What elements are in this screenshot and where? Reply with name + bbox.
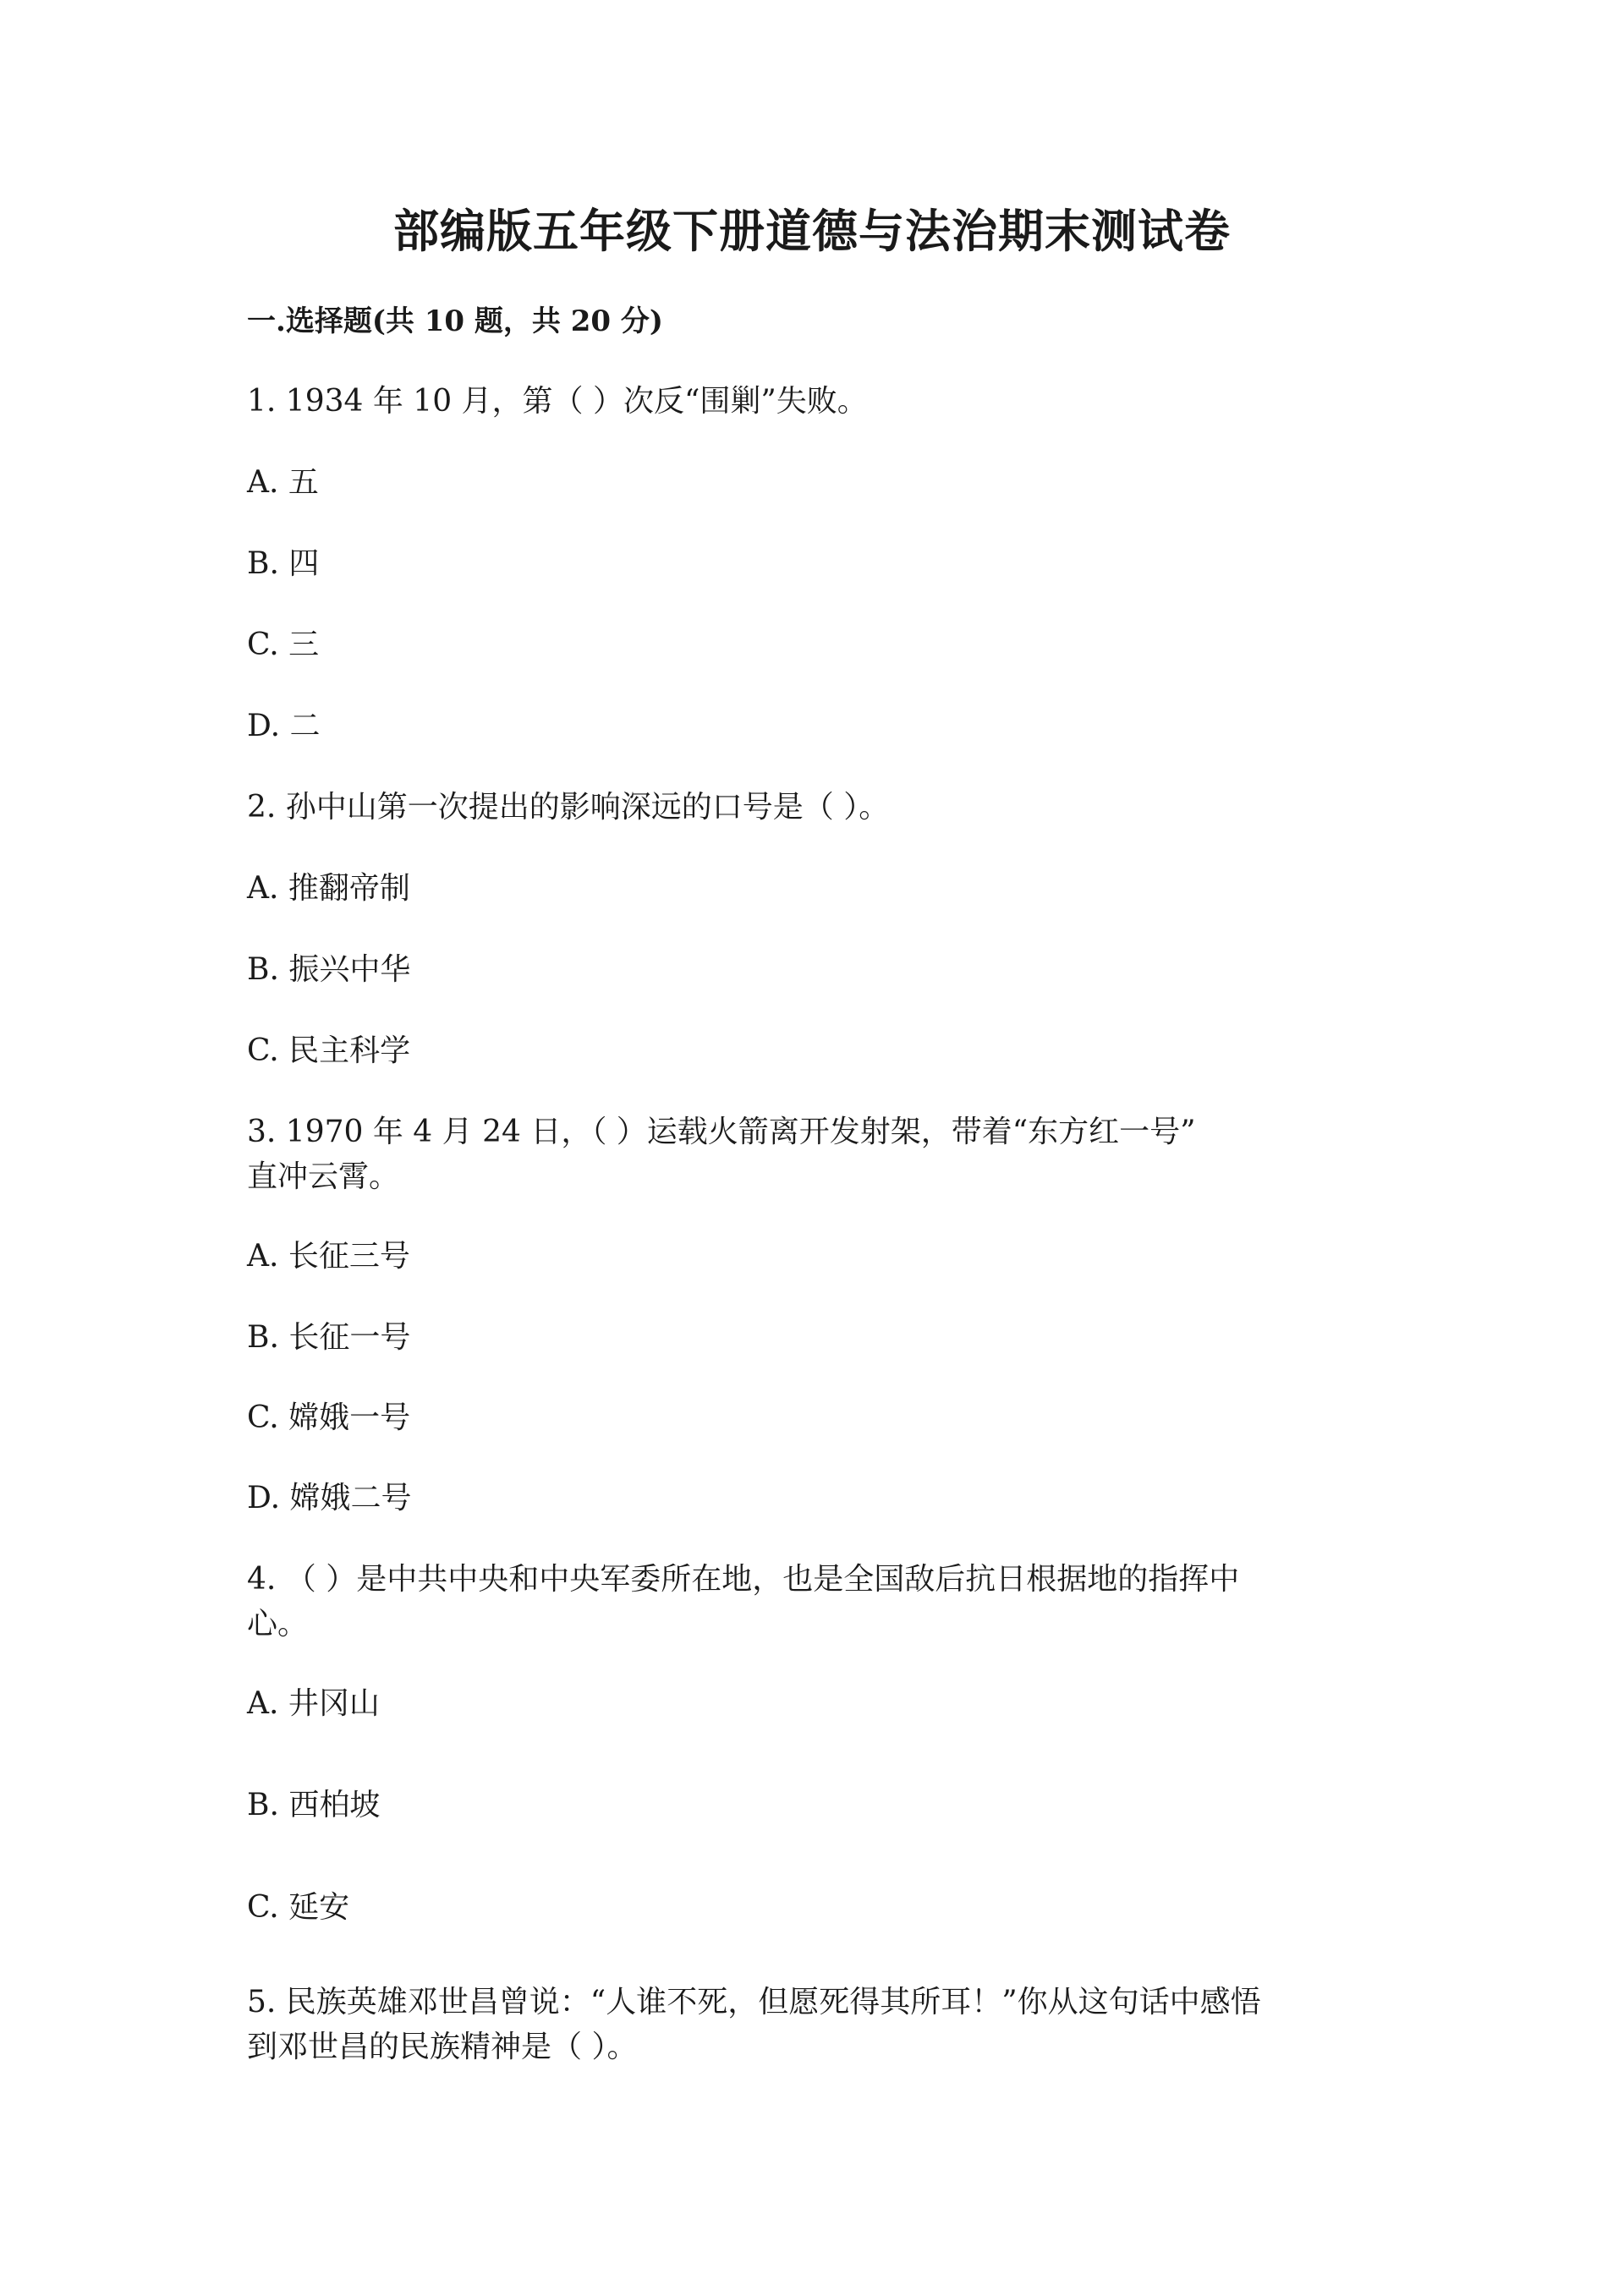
- question-2-option-c: C. 民主科学: [247, 1033, 411, 1068]
- question-4-option-c: C. 延安: [247, 1890, 350, 1925]
- question-3-option-b: B. 长征一号: [247, 1320, 411, 1355]
- question-4-text-line2: 心。: [247, 1607, 309, 1641]
- question-4-option-b: B. 西柏坡: [247, 1788, 381, 1822]
- question-1-text: 1. 1934 年 10 月，第（ ）次反“围剿”失败。: [247, 384, 868, 419]
- question-1-option-c: C. 三: [247, 627, 320, 662]
- question-2-option-b: B. 振兴中华: [247, 952, 411, 987]
- question-3-text-line2: 直冲云霄。: [247, 1159, 400, 1194]
- question-4-text-line1: 4. （ ）是中共中央和中央军委所在地，也是全国敌后抗日根据地的指挥中: [247, 1562, 1240, 1597]
- question-4-option-a: A. 井冈山: [247, 1686, 380, 1721]
- question-5-text-line2: 到邓世昌的民族精神是（ ）。: [247, 2030, 638, 2064]
- question-3-option-d: D. 嫦娥二号: [247, 1481, 412, 1515]
- question-3-option-a: A. 长征三号: [247, 1239, 410, 1274]
- question-2-option-a: A. 推翻帝制: [247, 871, 410, 906]
- question-3-text-line1: 3. 1970 年 4 月 24 日，（ ）运载火箭离开发射架，带着“东方红一号”: [247, 1115, 1196, 1149]
- question-5-text-line1: 5. 民族英雄邓世昌曾说：“人谁不死，但愿死得其所耳！”你从这句话中感悟: [247, 1985, 1261, 2019]
- question-3-option-c: C. 嫦娥一号: [247, 1400, 411, 1435]
- question-1-option-a: A. 五: [247, 465, 319, 500]
- question-1-option-d: D. 二: [247, 709, 321, 743]
- page-title: 部编版五年级下册道德与法治期末测试卷: [393, 204, 1231, 258]
- section-heading: 一.选择题(共 10 题，共 20 分): [247, 304, 663, 338]
- question-1-option-b: B. 四: [247, 546, 320, 581]
- question-2-text: 2. 孙中山第一次提出的影响深远的口号是（ ）。: [247, 790, 890, 825]
